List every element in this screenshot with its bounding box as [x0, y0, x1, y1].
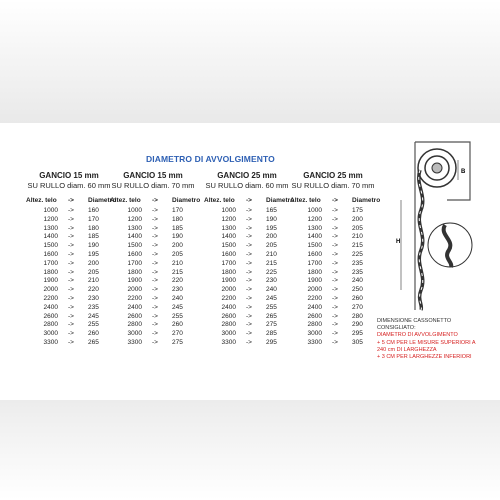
height-column-header: Altez. telo	[26, 197, 57, 204]
table-row	[26, 304, 112, 313]
diameter-value: 275	[172, 338, 183, 346]
table-row	[204, 233, 290, 242]
table-row	[290, 207, 376, 216]
note-line: + 3 CM PER LARGHEZZE INFERIORI	[377, 354, 472, 361]
arrow-glyph: ->	[152, 268, 158, 276]
height-value: 1200	[43, 215, 58, 223]
diameter-value: 275	[266, 321, 277, 329]
height-value: 2600	[43, 312, 58, 320]
table-row	[26, 242, 112, 251]
arrow-glyph: ->	[246, 338, 252, 346]
height-value: 3300	[43, 338, 58, 346]
arrow-glyph: ->	[152, 233, 158, 241]
height-value: 1000	[127, 207, 142, 214]
arrow-glyph: ->	[246, 312, 252, 320]
diameter-value: 205	[172, 250, 183, 258]
table-row	[290, 277, 376, 286]
height-value: 2000	[221, 286, 236, 294]
height-value: 2800	[43, 321, 58, 329]
diameter-value: 215	[352, 242, 363, 250]
table-row	[110, 225, 196, 234]
table-row	[290, 233, 376, 242]
height-value: 2200	[307, 294, 322, 302]
diameter-value: 220	[88, 286, 99, 294]
height-value: 1300	[43, 224, 58, 232]
height-value: 2000	[43, 286, 58, 294]
diameter-value: 210	[172, 259, 183, 267]
table-row	[290, 216, 376, 225]
arrow-glyph: ->	[152, 286, 158, 294]
arrow-glyph: ->	[246, 242, 252, 250]
height-value: 1800	[43, 268, 58, 276]
height-value: 1700	[43, 259, 58, 267]
height-value: 1800	[221, 268, 236, 276]
height-value: 2600	[307, 312, 322, 320]
table-row	[110, 277, 196, 286]
diameter-value: 165	[266, 207, 277, 214]
table-row	[26, 269, 112, 278]
arrow-glyph: ->	[332, 286, 338, 294]
arrow-glyph: ->	[332, 242, 338, 250]
bottom-gradient-band	[0, 400, 500, 500]
table-row	[110, 286, 196, 295]
table-row	[110, 216, 196, 225]
diameter-value: 195	[266, 224, 277, 232]
diameter-value: 215	[172, 268, 183, 276]
height-column-header: Altez. telo	[204, 197, 235, 204]
arrow-glyph: ->	[152, 250, 158, 258]
diameter-value: 190	[88, 242, 99, 250]
diameter-value: 185	[88, 233, 99, 241]
arrow-glyph: ->	[68, 259, 74, 267]
note-line: DIAMETRO DI AVVOLGIMENTO	[377, 332, 458, 339]
diameter-value: 280	[352, 312, 363, 320]
arrow-glyph: ->	[68, 197, 74, 204]
height-value: 3000	[221, 330, 236, 338]
arrow-glyph: ->	[246, 286, 252, 294]
table-row	[110, 233, 196, 242]
height-value: 2400	[307, 303, 322, 311]
height-value: 3000	[127, 330, 142, 338]
table-row	[290, 251, 376, 260]
table-row	[204, 277, 290, 286]
hook-size-heading: GANCIO 25 mm	[217, 171, 277, 180]
table-row	[26, 260, 112, 269]
height-value: 1800	[127, 268, 142, 276]
diameter-value: 235	[88, 303, 99, 311]
table-row	[290, 225, 376, 234]
height-value: 1500	[43, 242, 58, 250]
height-value: 1500	[221, 242, 236, 250]
diameter-value: 220	[172, 277, 183, 285]
table-row	[26, 313, 112, 322]
column-headers	[26, 197, 117, 207]
arrow-glyph: ->	[246, 268, 252, 276]
height-value: 1700	[127, 259, 142, 267]
diameter-value: 205	[352, 224, 363, 232]
column-headers	[110, 197, 201, 207]
arrow-glyph: ->	[246, 250, 252, 258]
diameter-value: 210	[88, 277, 99, 285]
height-value: 3300	[307, 338, 322, 346]
height-value: 1200	[307, 215, 322, 223]
arrow-glyph: ->	[246, 303, 252, 311]
height-value: 1900	[307, 277, 322, 285]
height-value: 1900	[43, 277, 58, 285]
diameter-value: 225	[352, 250, 363, 258]
table-row	[290, 295, 376, 304]
diameter-value: 195	[88, 250, 99, 258]
table-row	[290, 313, 376, 322]
hook-size-heading: GANCIO 15 mm	[39, 171, 99, 180]
table-row	[110, 330, 196, 339]
table-row	[290, 304, 376, 313]
table-row	[26, 277, 112, 286]
diameter-value: 270	[172, 330, 183, 338]
arrow-glyph: ->	[332, 268, 338, 276]
height-value: 3300	[221, 338, 236, 346]
height-value: 1600	[307, 250, 322, 258]
note-line: 240 cm DI LARGHEZZA	[377, 346, 437, 353]
diameter-value: 215	[266, 259, 277, 267]
arrow-glyph: ->	[152, 303, 158, 311]
diameter-value: 305	[352, 338, 363, 346]
arrow-glyph: ->	[246, 207, 252, 214]
arrow-glyph: ->	[68, 242, 74, 250]
box-size-note	[377, 318, 476, 361]
table-row	[110, 304, 196, 313]
table-row	[204, 269, 290, 278]
diameter-value: 230	[172, 286, 183, 294]
diameter-value: 210	[266, 250, 277, 258]
arrow-glyph: ->	[332, 250, 338, 258]
arrow-glyph: ->	[152, 224, 158, 232]
table-row	[26, 216, 112, 225]
height-value: 1500	[127, 242, 142, 250]
arrow-glyph: ->	[68, 303, 74, 311]
diameter-value: 235	[352, 259, 363, 267]
diameter-value: 245	[172, 303, 183, 311]
diameter-value: 205	[266, 242, 277, 250]
table-row	[110, 251, 196, 260]
diameter-value: 265	[266, 312, 277, 320]
arrow-glyph: ->	[332, 224, 338, 232]
height-value: 1000	[307, 207, 322, 214]
table-row	[290, 269, 376, 278]
diameter-value: 270	[352, 303, 363, 311]
height-value: 1000	[221, 207, 236, 214]
hook-size-heading: GANCIO 15 mm	[123, 171, 183, 180]
diameter-value: 235	[352, 268, 363, 276]
height-value: 2200	[127, 294, 142, 302]
table-column	[290, 171, 381, 348]
arrow-glyph: ->	[332, 197, 338, 204]
table-row	[110, 260, 196, 269]
height-value: 2800	[127, 321, 142, 329]
table-row	[110, 207, 196, 216]
table-row	[204, 330, 290, 339]
table-row	[204, 251, 290, 260]
arrow-glyph: ->	[68, 321, 74, 329]
diameter-value: 210	[352, 233, 363, 241]
diameter-value: 180	[172, 215, 183, 223]
roller-shutter-drawing	[395, 140, 475, 315]
height-value: 3000	[307, 330, 322, 338]
arrow-glyph: ->	[246, 233, 252, 241]
arrow-glyph: ->	[68, 268, 74, 276]
table-row	[204, 260, 290, 269]
arrow-glyph: ->	[68, 312, 74, 320]
table-row	[110, 295, 196, 304]
table-row	[204, 207, 290, 216]
table-row	[204, 225, 290, 234]
arrow-glyph: ->	[152, 338, 158, 346]
height-value: 2600	[127, 312, 142, 320]
hook-size-heading: GANCIO 25 mm	[303, 171, 363, 180]
table-row	[110, 313, 196, 322]
diameter-value: 250	[352, 286, 363, 294]
diameter-value: 200	[266, 233, 277, 241]
arrow-glyph: ->	[332, 338, 338, 346]
arrow-glyph: ->	[152, 294, 158, 302]
height-value: 1600	[43, 250, 58, 258]
arrow-glyph: ->	[246, 197, 252, 204]
arrow-glyph: ->	[332, 303, 338, 311]
table-row	[26, 295, 112, 304]
arrow-glyph: ->	[332, 312, 338, 320]
table-row	[26, 321, 112, 330]
height-value: 1800	[307, 268, 322, 276]
table-row	[26, 225, 112, 234]
arrow-glyph: ->	[68, 250, 74, 258]
arrow-glyph: ->	[246, 277, 252, 285]
diameter-value: 175	[352, 207, 363, 214]
table-column	[110, 171, 201, 348]
table-row	[204, 295, 290, 304]
diameter-value: 190	[266, 215, 277, 223]
height-value: 1200	[127, 215, 142, 223]
b-label: B	[461, 169, 466, 175]
table-row	[204, 339, 290, 348]
height-value: 2200	[221, 294, 236, 302]
height-value: 2000	[307, 286, 322, 294]
arrow-glyph: ->	[152, 312, 158, 320]
roller-diameter-heading: SU RULLO diam. 70 mm	[111, 181, 195, 190]
arrow-glyph: ->	[246, 321, 252, 329]
arrow-glyph: ->	[68, 330, 74, 338]
diameter-value: 240	[352, 277, 363, 285]
height-value: 1500	[307, 242, 322, 250]
table-row	[110, 269, 196, 278]
diameter-value: 260	[172, 321, 183, 329]
table-row	[204, 313, 290, 322]
table-row	[290, 242, 376, 251]
height-value: 2200	[43, 294, 58, 302]
table-row	[26, 339, 112, 348]
diameter-value: 200	[352, 215, 363, 223]
diameter-value: 200	[172, 242, 183, 250]
diameter-value: 200	[88, 259, 99, 267]
height-column-header: Altez. telo	[290, 197, 321, 204]
roller-diameter-heading: SU RULLO diam. 60 mm	[27, 181, 111, 190]
height-value: 2600	[221, 312, 236, 320]
table-row	[110, 321, 196, 330]
height-value: 1400	[307, 233, 322, 241]
diameter-value: 170	[88, 215, 99, 223]
diameter-column-header: Diametro	[352, 197, 381, 204]
arrow-glyph: ->	[152, 259, 158, 267]
height-value: 1700	[307, 259, 322, 267]
diameter-value: 230	[266, 277, 277, 285]
roller-diameter-heading: SU RULLO diam. 70 mm	[291, 181, 375, 190]
height-value: 1300	[221, 224, 236, 232]
diameter-value: 290	[352, 321, 363, 329]
height-value: 1000	[43, 207, 58, 214]
note-line: + 5 CM PER LE MISURE SUPERIORI A	[377, 339, 476, 346]
table-row	[26, 233, 112, 242]
table-row	[204, 242, 290, 251]
table-row	[290, 260, 376, 269]
diameter-column-header: Diametro	[172, 197, 201, 204]
height-value: 3000	[43, 330, 58, 338]
note-line: CONSIGLIATO:	[377, 325, 416, 332]
diameter-value: 185	[172, 224, 183, 232]
arrow-glyph: ->	[246, 294, 252, 302]
height-value: 2400	[43, 303, 58, 311]
arrow-glyph: ->	[246, 330, 252, 338]
diameter-column-header: Diametro	[88, 197, 117, 204]
height-value: 1900	[127, 277, 142, 285]
diameter-value: 265	[88, 338, 99, 346]
table-row	[26, 207, 112, 216]
page-title: DIAMETRO DI AVVOLGIMENTO	[146, 154, 275, 164]
arrow-glyph: ->	[68, 286, 74, 294]
height-value: 2400	[221, 303, 236, 311]
arrow-glyph: ->	[152, 330, 158, 338]
arrow-glyph: ->	[152, 321, 158, 329]
arrow-glyph: ->	[332, 215, 338, 223]
table-row	[290, 321, 376, 330]
roll-axis	[432, 163, 442, 173]
arrow-glyph: ->	[152, 215, 158, 223]
arrow-glyph: ->	[332, 277, 338, 285]
height-value: 1700	[221, 259, 236, 267]
diameter-value: 225	[266, 268, 277, 276]
arrow-glyph: ->	[68, 338, 74, 346]
height-value: 1900	[221, 277, 236, 285]
table-row	[290, 339, 376, 348]
diameter-value: 260	[352, 294, 363, 302]
height-value: 1400	[43, 233, 58, 241]
arrow-glyph: ->	[68, 215, 74, 223]
diameter-value: 255	[88, 321, 99, 329]
column-headers	[204, 197, 295, 207]
note-line: DIMENSIONE CASSONETTO	[377, 318, 452, 324]
height-value: 1600	[127, 250, 142, 258]
diameter-value: 245	[266, 294, 277, 302]
height-value: 2400	[127, 303, 142, 311]
h-label: H	[396, 239, 401, 245]
arrow-glyph: ->	[68, 224, 74, 232]
diameter-value: 260	[88, 330, 99, 338]
height-value: 2800	[307, 321, 322, 329]
arrow-glyph: ->	[332, 207, 338, 214]
top-gradient-band	[0, 0, 500, 123]
diameter-value: 295	[266, 338, 277, 346]
arrow-glyph: ->	[152, 242, 158, 250]
table-row	[290, 286, 376, 295]
height-column-header: Altez. telo	[110, 197, 141, 204]
diameter-value: 295	[352, 330, 363, 338]
arrow-glyph: ->	[68, 277, 74, 285]
arrow-glyph: ->	[332, 233, 338, 241]
diameter-value: 205	[88, 268, 99, 276]
height-value: 1400	[221, 233, 236, 241]
arrow-glyph: ->	[246, 215, 252, 223]
arrow-glyph: ->	[246, 224, 252, 232]
arrow-glyph: ->	[332, 294, 338, 302]
arrow-glyph: ->	[332, 259, 338, 267]
roller-diameter-heading: SU RULLO diam. 60 mm	[205, 181, 289, 190]
diameter-value: 190	[172, 233, 183, 241]
height-value: 3300	[127, 338, 142, 346]
table-row	[110, 339, 196, 348]
diameter-value: 160	[88, 207, 99, 214]
table-row	[204, 286, 290, 295]
table-row	[204, 304, 290, 313]
arrow-glyph: ->	[68, 233, 74, 241]
diameter-value: 240	[172, 294, 183, 302]
arrow-glyph: ->	[152, 197, 158, 204]
table-row	[26, 330, 112, 339]
table-row	[290, 330, 376, 339]
diameter-value: 285	[266, 330, 277, 338]
height-value: 1600	[221, 250, 236, 258]
height-value: 1300	[127, 224, 142, 232]
table-row	[204, 216, 290, 225]
diameter-value: 255	[266, 303, 277, 311]
diameter-column-header: Diametro	[266, 197, 295, 204]
column-headers	[290, 197, 381, 207]
table-row	[26, 286, 112, 295]
table-column	[204, 171, 295, 348]
diameter-value: 230	[88, 294, 99, 302]
diameter-value: 245	[88, 312, 99, 320]
height-value: 2000	[127, 286, 142, 294]
height-value: 1300	[307, 224, 322, 232]
table-row	[110, 242, 196, 251]
diameter-value: 240	[266, 286, 277, 294]
arrow-glyph: ->	[332, 321, 338, 329]
arrow-glyph: ->	[68, 207, 74, 214]
diameter-value: 255	[172, 312, 183, 320]
arrow-glyph: ->	[246, 259, 252, 267]
height-value: 1200	[221, 215, 236, 223]
arrow-glyph: ->	[152, 207, 158, 214]
table-row	[204, 321, 290, 330]
arrow-glyph: ->	[68, 294, 74, 302]
height-value: 1400	[127, 233, 142, 241]
arrow-glyph: ->	[332, 330, 338, 338]
table-column	[26, 171, 117, 348]
diameter-value: 180	[88, 224, 99, 232]
arrow-glyph: ->	[152, 277, 158, 285]
height-value: 2800	[221, 321, 236, 329]
table-row	[26, 251, 112, 260]
diameter-value: 170	[172, 207, 183, 214]
